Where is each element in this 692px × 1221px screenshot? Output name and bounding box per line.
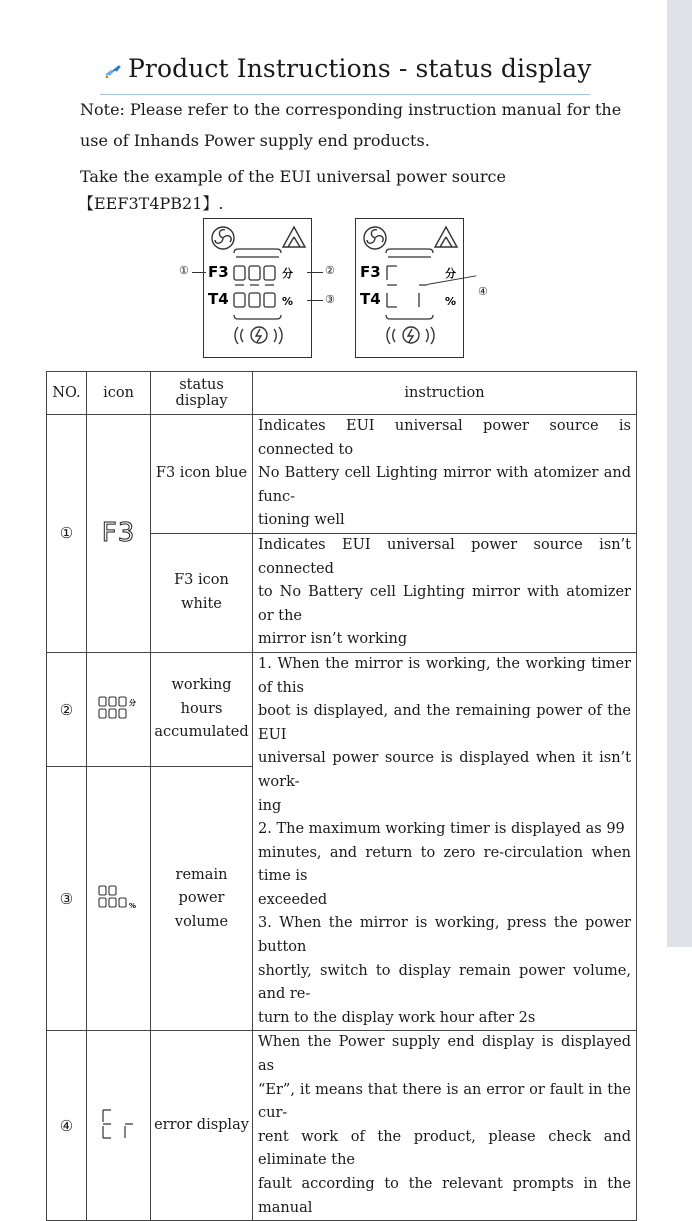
callout-3: ③ [325,293,335,306]
svg-text:F3: F3 [208,263,229,281]
svg-text:分: 分 [128,697,136,707]
triangle-sun-icon [283,227,305,247]
power-digits-icon [87,767,151,1031]
table-row [47,415,637,534]
row-number: ④ [47,1031,87,1221]
note-line-1: Note: Please refer to the corresponding instruction manual for the [80,100,622,119]
display-panel-all-on [203,218,312,358]
charging-icon [235,327,282,344]
header-no: NO. [47,372,87,415]
status-cell: working hours accumulated [151,652,253,767]
callout-1: ① [179,264,189,277]
header-status: status display [151,372,253,415]
instruction-cell: 1. When the mirror is working, the working timer of this boot is displayed, and the remaining power of the EUI universal power source is displayed when it isn’t work- ing 2. The maximum working timer is displayed as 99 minutes, and return to zero re-circulation when time is exceeded 3. When the mirror is working, press the power button shortly, switch to display remain power volume, and re- turn to the display work hour after 2s [253,652,637,1031]
table-row [47,1031,637,1221]
svg-text:%: % [282,295,294,308]
status-cell: error display [151,1031,253,1221]
timer-digits-icon [87,652,151,767]
callout-3-line [307,300,323,301]
error-icon [87,1031,151,1221]
status-cell: remain power volume [151,767,253,1031]
note-line-2: use of Inhands Power supply end products. [80,131,430,150]
seven-segment-digits [234,266,275,307]
svg-text:分: 分 [445,267,456,280]
svg-text:分: 分 [282,267,293,280]
instruction-cell: Indicates EUI universal power source isn’t connected to No Battery cell Lighting mirror with atomizer or the mirror isn’t working [253,533,637,652]
callout-2: ② [325,264,335,277]
row-number: ① [47,415,87,653]
charging-icon [387,327,434,344]
lightning-icon [102,59,124,81]
header-instruction: instruction [253,372,637,415]
callout-1-line [192,272,206,273]
header-icon: icon [87,372,151,415]
svg-text:%: % [128,901,136,910]
page-title: Product Instructions - status display [128,54,592,83]
fan-icon [364,227,386,249]
example-line-1: Take the example of the EUI universal power source [80,167,506,186]
row-number: ② [47,652,87,767]
svg-text:T4: T4 [360,290,381,308]
display-panel-error [355,218,464,358]
instruction-cell: When the Power supply end display is displayed as “Er”, it means that there is an error or fault in the cur- rent work of the product, please check and eliminate the fault according to the relevant prompts in the manual [253,1031,637,1221]
table-header-row [47,372,637,415]
svg-text:%: % [445,295,457,308]
instruction-cell: Indicates EUI universal power source is connected to No Battery cell Lighting mirror with atomizer and func- tioning well [253,415,637,534]
fan-icon [212,227,234,249]
status-table [46,371,637,1221]
f3-icon: F3 [87,415,151,653]
title-bar [100,50,590,95]
callout-4: ④ [478,285,488,298]
error-segments [387,266,427,307]
table-row [47,652,637,767]
callout-2-line [307,272,323,273]
svg-text:F3: F3 [360,263,381,281]
scrollbar[interactable] [667,0,692,947]
svg-text:T4: T4 [208,290,229,308]
triangle-sun-icon [435,227,457,247]
status-cell: F3 icon white [151,533,253,652]
row-number: ③ [47,767,87,1031]
status-cell: F3 icon blue [151,415,253,534]
example-line-2: 【EEF3T4PB21】. [78,194,224,213]
